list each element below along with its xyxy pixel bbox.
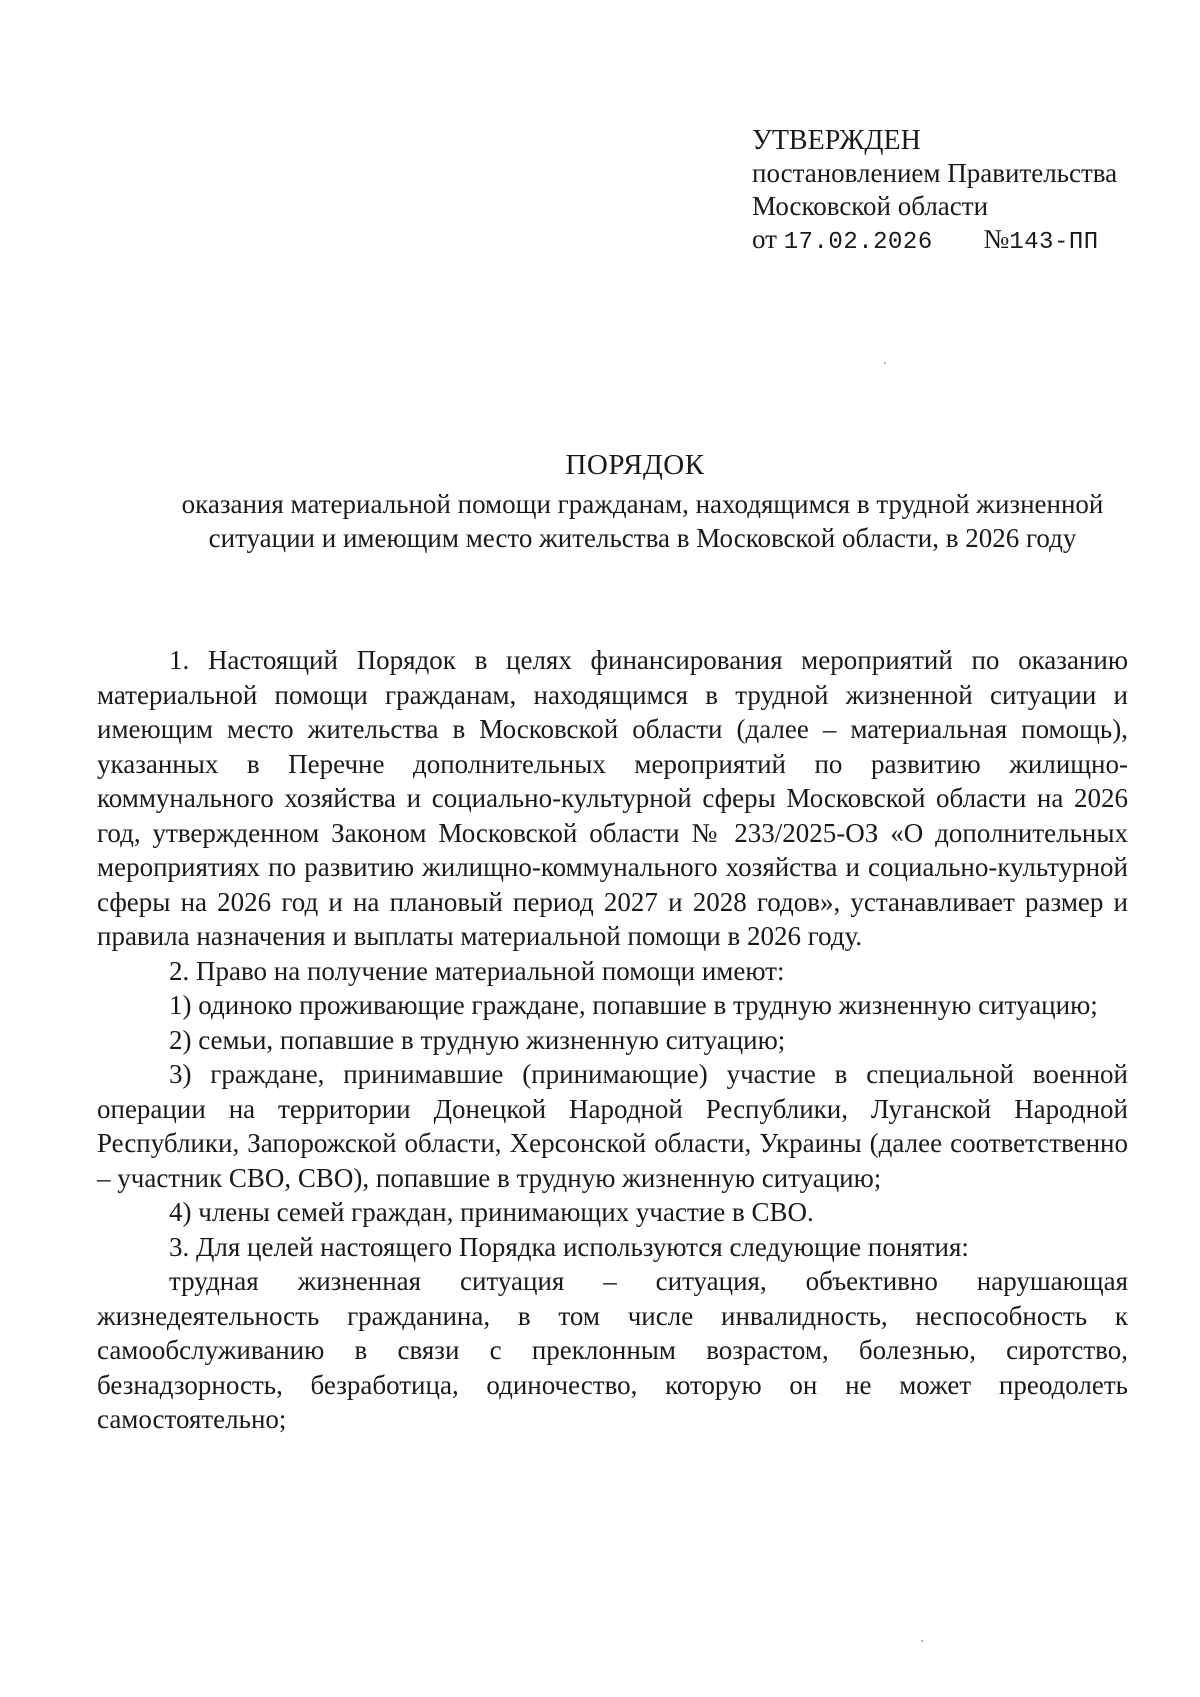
approval-date: 17.02.2026	[783, 229, 933, 256]
approval-line-1: постановлением Правительства	[752, 158, 1118, 188]
approval-title: УТВЕРЖДЕН	[752, 125, 921, 156]
document-subtitle: оказания материальной помощи гражданам, находящимся в трудной жизненной ситуации и имеющим место жительства в Московской области, в 2026 году	[181, 489, 1104, 553]
paragraph-2-item-4: 4) члены семей граждан, принимающих участие в СВО.	[169, 1197, 814, 1227]
approval-number-sign: №	[983, 224, 1010, 254]
approval-line-2: Московской области	[752, 191, 989, 221]
scan-speck	[884, 362, 886, 364]
approval-block	[752, 124, 1172, 259]
paragraph-2-item-2: 2) семьи, попавшие в трудную жизненную ситуацию;	[169, 1024, 786, 1055]
paragraph-2-item-3: 3) граждане, принимавшие (принимающие) участие в специальной военной операции на территории Донецкой Народной Республики, Луганской Народной Республики, Запорожской области, Херсонской области, Украины (далее соответственно – участник СВО, СВО), попавшие в трудную жизненную ситуацию;	[97, 1059, 1128, 1193]
approval-number: 143-ПП	[1009, 229, 1099, 256]
paragraph-2: 2. Право на получение материальной помощи имеют:	[169, 955, 785, 986]
paragraph-3: 3. Для целей настоящего Порядка используются следующие понятия:	[169, 1231, 969, 1262]
document-title: ПОРЯДОК	[565, 449, 705, 481]
approval-date-prefix: от	[752, 224, 777, 254]
document-body	[97, 643, 1128, 1437]
paragraph-3-definition: трудная жизненная ситуация – ситуация, объективно нарушающая жизнедеятельность гражданина, в том числе инвалидность, неспособность к самообслуживанию в связи с преклонным возрастом, болезнью, сиротство, безнадзорность, безработица, одиночество, которую он не может преодолеть самостоятельно;	[97, 1266, 1128, 1434]
scan-speck	[921, 1640, 923, 1642]
paragraph-1: 1. Настоящий Порядок в целях финансирования мероприятий по оказанию материальной помощи гражданам, находящимся в трудной жизненной ситуации и имеющим место жительства в Московской области (далее – материальная помощь), указанных в Перечне дополнительных мероприятий по развитию жилищно-коммунального хозяйства и социально-культурной сферы Московской области на 2026 год, утвержденном Законом Московской области № 233/2025-ОЗ «О дополнительных мероприятиях по развитию жилищно-коммунального хозяйства и социально-культурной сферы на 2026 год и на плановый период 2027 и 2028 годов», устанавливает размер и правила назначения и выплаты материальной помощи в 2026 году.	[97, 645, 1128, 951]
paragraph-2-item-1: 1) одиноко проживающие граждане, попавшие в трудную жизненную ситуацию;	[169, 990, 1098, 1020]
approval-date-line	[752, 223, 1172, 259]
